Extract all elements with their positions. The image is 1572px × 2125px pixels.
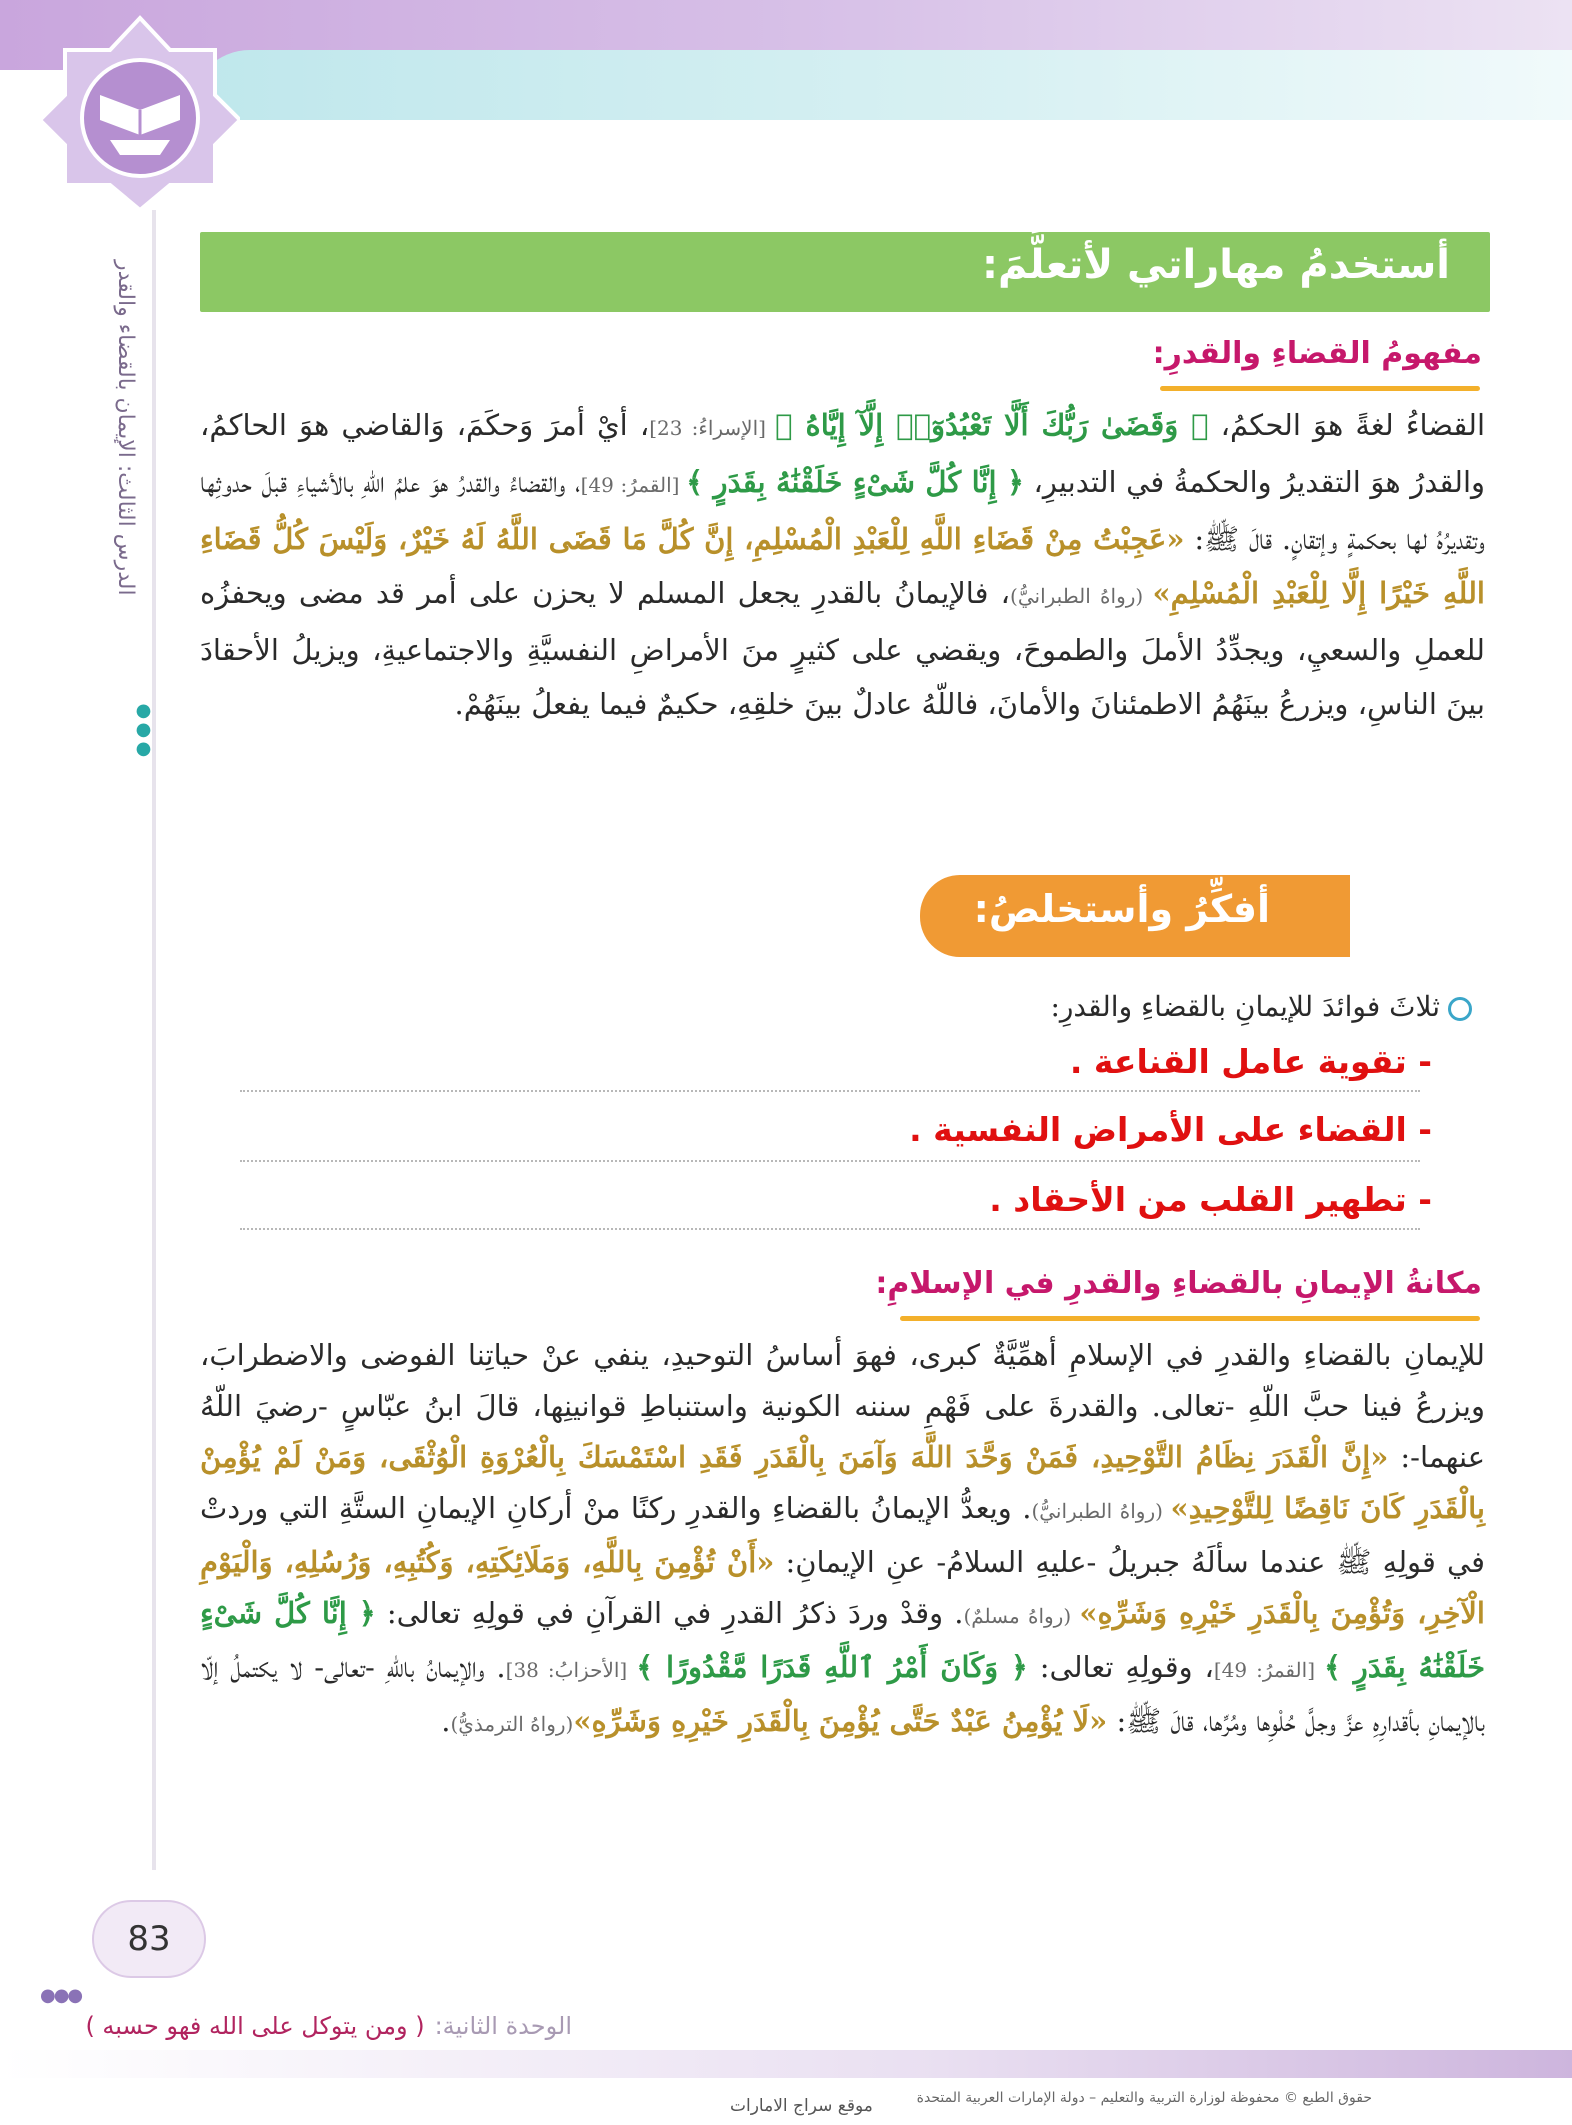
section1-underline (1160, 386, 1480, 391)
side-divider (152, 210, 156, 1870)
section1-heading: مفهومُ القضاءِ والقدرِ: (1152, 336, 1482, 371)
think-prompt (1050, 990, 1472, 1023)
think-conclude-tab (920, 875, 1350, 957)
answer-line-1 (240, 1090, 1420, 1092)
p2-text-b: . ويعدُّ الإيمانُ بالقضاءِ والقدرِ ركنًا منْ أركانِ الإيمانِ الستَّةِ التي وردتْ في قولِهِ ﷺ عندما سألَهُ جبريلُ -عليهِ السلامُ- عنِ الإيمانِ: (200, 1491, 1485, 1579)
bottom-dots: ●●● (40, 1985, 82, 2006)
side-dots: ●●● (133, 700, 154, 757)
section2-heading: مكانةُ الإيمانِ بالقضاءِ والقدرِ في الإسلامِ: (875, 1266, 1482, 1301)
section2-paragraph (200, 1330, 1485, 1750)
unit-label: الوحدة الثانية: (434, 2012, 572, 2040)
p1-text-c: ، والقضاءُ والقدرُ هوَ علمُ اللّهِ بالأشياءِ قبلَ حدوثِها وتقديرُهُ لها بحكمةٍ وإتقانٍ. قالَ ﷺ: (200, 465, 1485, 556)
footer-band (0, 2050, 1572, 2078)
hadith-3: «لَا يُؤْمِنُ عَبْدٌ حَتَّى يُؤْمِنَ بِالْقَدَرِ خَيْرِهِ وَشَرِّهِ» (573, 1704, 1108, 1738)
athar-ibn-abbas: «إِنَّ الْقَدَرَ نِظَامُ التَّوْحِيدِ، فَمَنْ وَحَّدَ اللَّهَ وَآمَنَ بِالْقَدَرِ فَقَدِ اسْتَمْسَكَ بِالْعُرْوَةِ الْوُثْقَى، وَمَنْ لَمْ يُؤْمِنْ بِالْقَدَرِ كَانَ نَاقِضًا لِلتَّوْحِيدِ» (200, 1440, 1485, 1525)
unit-title: ( ومن يتوكل على الله فهو حسبه ) (85, 2012, 425, 2040)
quran-verse-3: ﴿ إِنَّا كُلَّ شَىْءٍ خَلَقْنَٰهُ بِقَدَرٍ ﴾ (200, 1596, 1485, 1684)
page-number-badge (92, 1900, 206, 1978)
bullet-circle-icon (1448, 997, 1472, 1021)
p2-text-f: . (441, 1704, 451, 1738)
site-name: موقع سراج الامارات (730, 2096, 873, 2116)
p2-text-d: ، وقولِهِ تعالى: (1027, 1650, 1214, 1684)
p2-text-c: . وقدْ وردَ ذكرُ القدرِ في القرآنِ في قولِهِ تعالى: (375, 1596, 964, 1630)
quran-verse-1: ﴿ وَقَضَىٰ رَبُّكَ أَلَّا تَعْبُدُوٓا۟ إِلَّآ إِيَّاهُ ﴾ (775, 408, 1209, 442)
ref-8: (رواهُ الترمذيُّ) (450, 1712, 574, 1736)
quran-verse-4: ﴿ وَكَانَ أَمْرُ ٱللَّهِ قَدَرًا مَّقْدُورًا ﴾ (636, 1650, 1028, 1684)
answer-2: - القضاء على الأمراض النفسية . (909, 1110, 1432, 1149)
copyright-notice: حقوق الطبع © محفوظة لوزارة التربية والتعليم – دولة الإمارات العربية المتحدة (916, 2090, 1372, 2106)
answer-1: - تقوية عامل القناعة . (1069, 1042, 1432, 1081)
p1-text-b: ، أيْ أمرَ وَحكَمَ، وَالقاضي هوَ الحاكمُ، والقدرُ هوَ التقديرُ والحكمةُ في التدبيرِ، (200, 408, 1486, 499)
think-prompt-text: ثلاثَ فوائدَ للإيمانِ بالقضاءِ والقدرِ: (1050, 990, 1440, 1023)
think-conclude-title: أفكِّرُ وأستخلصُ: (973, 887, 1270, 931)
ref-1: [الإسراءُ: 23] (649, 416, 776, 440)
top-teal-band (190, 50, 1572, 120)
quran-emblem-icon (40, 10, 240, 210)
ref-4: (رواهُ الطبرانيُّ) (1031, 1499, 1171, 1523)
ref-6: [القمرُ: 49] (1213, 1658, 1325, 1682)
lesson-side-title: الدرس الثالث: الإيمان بالقضاء والقدر (113, 260, 138, 596)
section2-underline (900, 1316, 1480, 1321)
skills-banner-title: أستخدمُ مهاراتي لأتعلَّمَ: (982, 242, 1450, 288)
p1-text-d: ، فالإيمانُ بالقدرِ يجعل المسلم لا يحزن على أمر قد مضى ويحفزُه للعملِ والسعيِ، ويجدِّدُ الأملَ والطموحَ، ويقضي على كثيرٍ منَ الأمراضِ النفسيَّةِ والاجتماعيةِ، ويزيلُ الأحقادَ بينَ الناسِ، ويزرعُ بينَهُمُ الاطمئنانَ والأمانَ، فاللّهُ عادلٌ بينَ خلقِهِ، حكيمٌ فيما يفعلُ بينَهُمْ. (200, 576, 1485, 721)
p1-text-a: القضاءُ لغةً هوَ الحكمُ، (1208, 408, 1485, 442)
p2-text-a: للإيمانِ بالقضاءِ والقدرِ في الإسلامِ أهمِّيَّةٌ كبرى، فهوَ أساسُ التوحيدِ، ينفي عنْ حياتِنا الفوضى والاضطرابَ، ويزرعُ فينا حبَّ اللّهِ -تعالى. والقدرةَ على فَهْمِ سننه الكونية واستنباطِ قوانينِها، قالَ ابنُ عبّاسٍ -رضيَ اللّهُ عنهما-: (200, 1338, 1486, 1474)
skills-banner (200, 232, 1490, 312)
ref-5: (رواهُ مسلمٌ) (963, 1604, 1080, 1628)
ref-7: [الأحزابُ: 38] (505, 1658, 637, 1682)
section1-paragraph (200, 398, 1485, 731)
hadith-2: «أَنْ تُؤْمِنَ بِاللَّهِ، وَمَلَائِكَتِهِ، وَكُتُبِهِ، وَرُسُلِهِ، وَالْيَوْمِ الْآخِرِ، وَتُؤْمِنَ بِالْقَدَرِ خَيْرِهِ وَشَرِّهِ» (200, 1545, 1485, 1630)
answer-line-3 (240, 1228, 1420, 1230)
page-number: 83 (127, 1919, 171, 1959)
answer-3: - تطهير القلب من الأحقاد . (989, 1180, 1432, 1219)
hadith-1: «عَجِبْتُ مِنْ قَضَاءِ اللَّهِ لِلْعَبْدِ الْمُسْلِمِ، إِنَّ كُلَّ مَا قَضَى اللَّهُ لَهُ خَيْرٌ، وَلَيْسَ كُلُّ قَضَاءِ اللَّهِ خَيْرًا إِلَّا لِلْعَبْدِ الْمُسْلِمِ» (200, 522, 1485, 610)
answer-line-2 (240, 1160, 1420, 1162)
quran-verse-2: ﴿ إِنَّا كُلَّ شَىْءٍ خَلَقْنَٰهُ بِقَدَرٍ ﴾ (686, 465, 1024, 499)
ref-3: (رواهُ الطبرانيُّ) (1010, 584, 1153, 608)
p2-text-e: . والإيمانُ باللّهِ -تعالى- لا يكتملُ إلّا بالإيمانِ بأقدارِهِ عزَّ وجلَّ حُلْوِها ومُرِّها، قالَ ﷺ: (200, 1650, 1485, 1738)
ref-2: [القمرُ: 49] (580, 473, 687, 497)
unit-caption (85, 2012, 572, 2040)
